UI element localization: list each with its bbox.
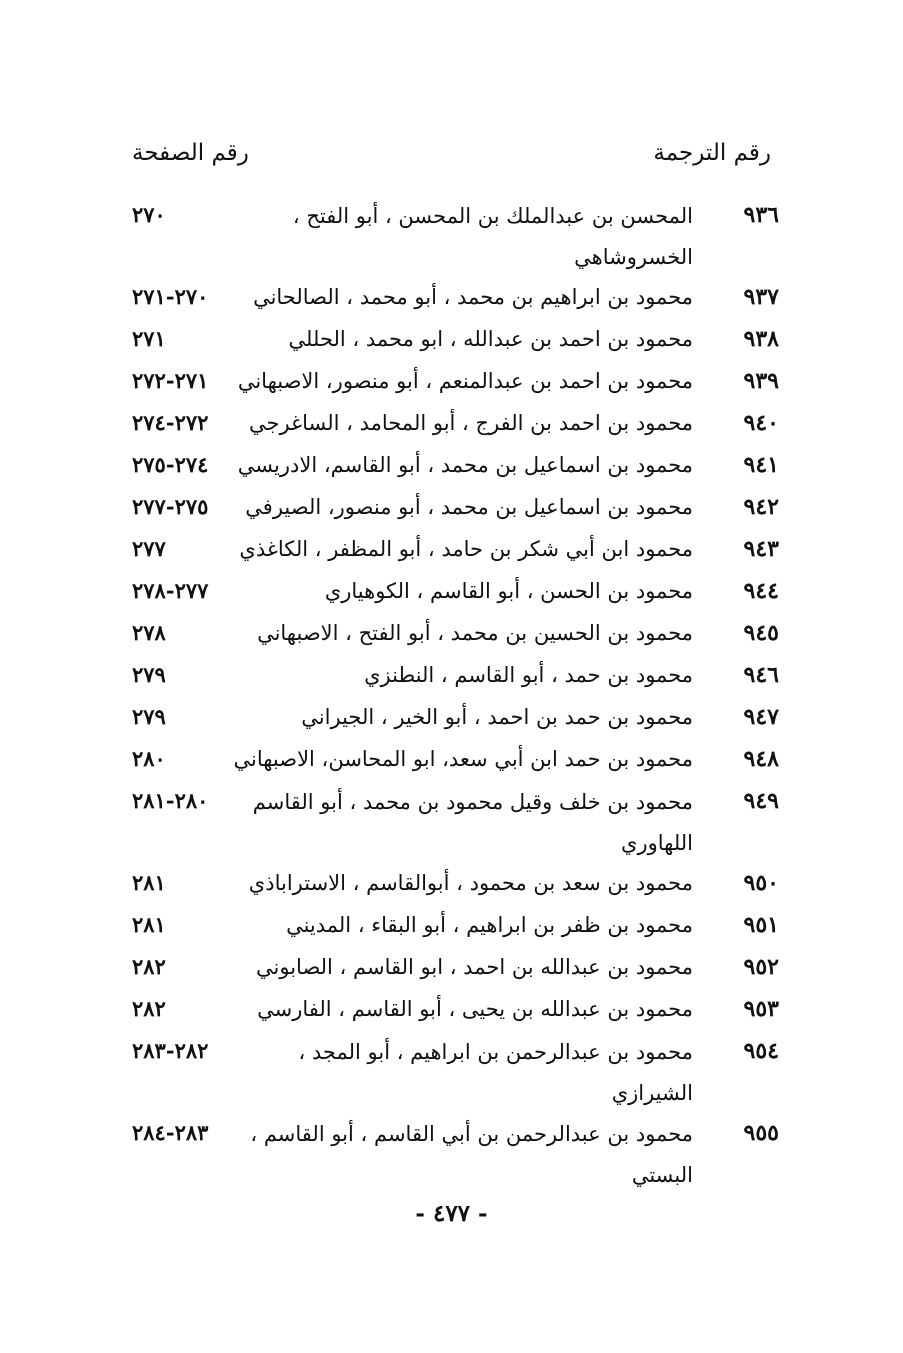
page-number: - ٤٧٧ -	[415, 1200, 488, 1227]
list-item	[0, 990, 903, 1032]
list-item	[0, 362, 903, 404]
entry-number: ٩٤٤	[743, 578, 779, 604]
entry-pages: ٢٨١	[132, 912, 166, 937]
entry-number: ٩٥٢	[743, 954, 779, 980]
entry-number: ٩٥٤	[743, 1038, 779, 1064]
entry-pages: ٢٧٥-٢٧٧	[132, 494, 209, 519]
entry-number: ٩٣٦	[743, 202, 779, 228]
list-item	[0, 446, 903, 488]
entry-pages: ٢٧٧-٢٧٨	[132, 578, 209, 603]
entry-name: محمود بن الحسين بن محمد ، أبو الفتح ، الاصبهاني	[257, 621, 693, 645]
entry-name: محمود بن عبدالرحمن بن أبي القاسم ، أبو القاسم ، البستي	[250, 1122, 693, 1187]
entry-number-heading: رقم الترجمة	[653, 140, 771, 166]
entry-name: محمود بن ابراهيم بن محمد ، أبو محمد ، الصالحاني	[253, 285, 693, 309]
entry-number: ٩٤٨	[743, 746, 779, 772]
list-item	[0, 740, 903, 782]
entry-name: محمود بن حمد بن احمد ، أبو الخير ، الجيراني	[301, 705, 693, 729]
entry-name: محمود بن حمد ابن أبي سعد، ابو المحاسن، الاصبهاني	[233, 747, 693, 771]
list-item	[0, 698, 903, 740]
entry-name: محمود بن خلف وقيل محمود بن محمد ، أبو القاسم اللهاوري	[252, 790, 693, 855]
entry-pages: ٢٧٩	[132, 704, 166, 729]
entry-number: ٩٤٢	[743, 494, 779, 520]
list-item	[0, 572, 903, 614]
entry-pages: ٢٧٤-٢٧٥	[132, 452, 209, 477]
entry-pages: ٢٧١	[132, 326, 166, 351]
entry-pages: ٢٨٠	[132, 746, 166, 771]
entry-number: ٩٤٣	[743, 536, 779, 562]
entry-name: محمود بن اسماعيل بن محمد ، أبو منصور، الصيرفي	[245, 495, 693, 519]
list-item	[0, 196, 903, 278]
entry-name: المحسن بن عبدالملك بن المحسن ، أبو الفتح ، الخسروشاهي	[292, 204, 693, 269]
list-item	[0, 1114, 903, 1196]
entry-number: ٩٤٦	[743, 662, 779, 688]
list-item	[0, 906, 903, 948]
entry-name: محمود بن عبدالله بن يحيى ، أبو القاسم ، الفارسي	[257, 997, 693, 1021]
entry-pages: ٢٨٢-٢٨٣	[132, 1038, 209, 1063]
list-item	[0, 404, 903, 446]
entry-pages: ٢٨٣-٢٨٤	[132, 1120, 209, 1145]
entry-pages: ٢٨١	[132, 870, 166, 895]
entry-list	[0, 196, 903, 1196]
entry-pages: ٢٨٠-٢٨١	[132, 788, 209, 813]
entry-number: ٩٣٩	[743, 368, 779, 394]
list-item	[0, 782, 903, 864]
entry-number: ٩٤١	[743, 452, 779, 478]
list-item	[0, 278, 903, 320]
list-item	[0, 320, 903, 362]
entry-pages: ٢٨٢	[132, 954, 166, 979]
entry-pages: ٢٧٩	[132, 662, 166, 687]
entry-name: محمود بن الحسن ، أبو القاسم ، الكوهياري	[324, 579, 693, 603]
entry-name: محمود بن عبدالله بن احمد ، ابو القاسم ، الصابوني	[256, 955, 693, 979]
list-item	[0, 656, 903, 698]
entry-pages: ٢٨٢	[132, 996, 166, 1021]
entry-number: ٩٥٣	[743, 996, 779, 1022]
entry-name: محمود بن احمد بن الفرج ، أبو المحامد ، الساغرجي	[249, 411, 693, 435]
entry-pages: ٢٧٧	[132, 536, 166, 561]
entry-number: ٩٤٠	[743, 410, 779, 436]
entry-number: ٩٥٠	[743, 870, 779, 896]
entry-name: محمود بن عبدالرحمن بن ابراهيم ، أبو المجد ، الشيرازي	[298, 1040, 693, 1105]
list-item	[0, 864, 903, 906]
entry-pages: ٢٧٢-٢٧٤	[132, 410, 209, 435]
entry-pages: ٢٧٨	[132, 620, 166, 645]
list-item	[0, 530, 903, 572]
entry-number: ٩٥٥	[743, 1120, 779, 1146]
entry-name: محمود بن سعد بن محمود ، أبوالقاسم ، الاستراباذي	[248, 871, 693, 895]
list-item	[0, 1032, 903, 1114]
entry-number: ٩٥١	[743, 912, 779, 938]
list-item	[0, 614, 903, 656]
entry-number: ٩٣٧	[743, 284, 779, 310]
entry-name: محمود بن احمد بن عبدالله ، ابو محمد ، الحللي	[288, 327, 693, 351]
entry-number: ٩٤٥	[743, 620, 779, 646]
entry-name: محمود بن اسماعيل بن محمد ، أبو القاسم، الادريسي	[237, 453, 693, 477]
entry-pages: ٢٧١-٢٧٢	[132, 368, 209, 393]
entry-name: محمود بن ظفر بن ابراهيم ، أبو البقاء ، المديني	[286, 913, 693, 937]
list-item	[0, 948, 903, 990]
entry-number: ٩٤٩	[743, 788, 779, 814]
entry-number: ٩٣٨	[743, 326, 779, 352]
entry-name: محمود ابن أبي شكر بن حامد ، أبو المظفر ، الكاغذي	[239, 537, 693, 561]
entry-pages: ٢٧٠-٢٧١	[132, 284, 209, 309]
entry-name: محمود بن حمد ، أبو القاسم ، النطنزي	[364, 663, 693, 687]
entry-name: محمود بن احمد بن عبدالمنعم ، أبو منصور، الاصبهاني	[237, 369, 693, 393]
entry-pages: ٢٧٠	[132, 202, 166, 227]
list-item	[0, 488, 903, 530]
entry-number: ٩٤٧	[743, 704, 779, 730]
page-number-heading: رقم الصفحة	[132, 140, 249, 166]
